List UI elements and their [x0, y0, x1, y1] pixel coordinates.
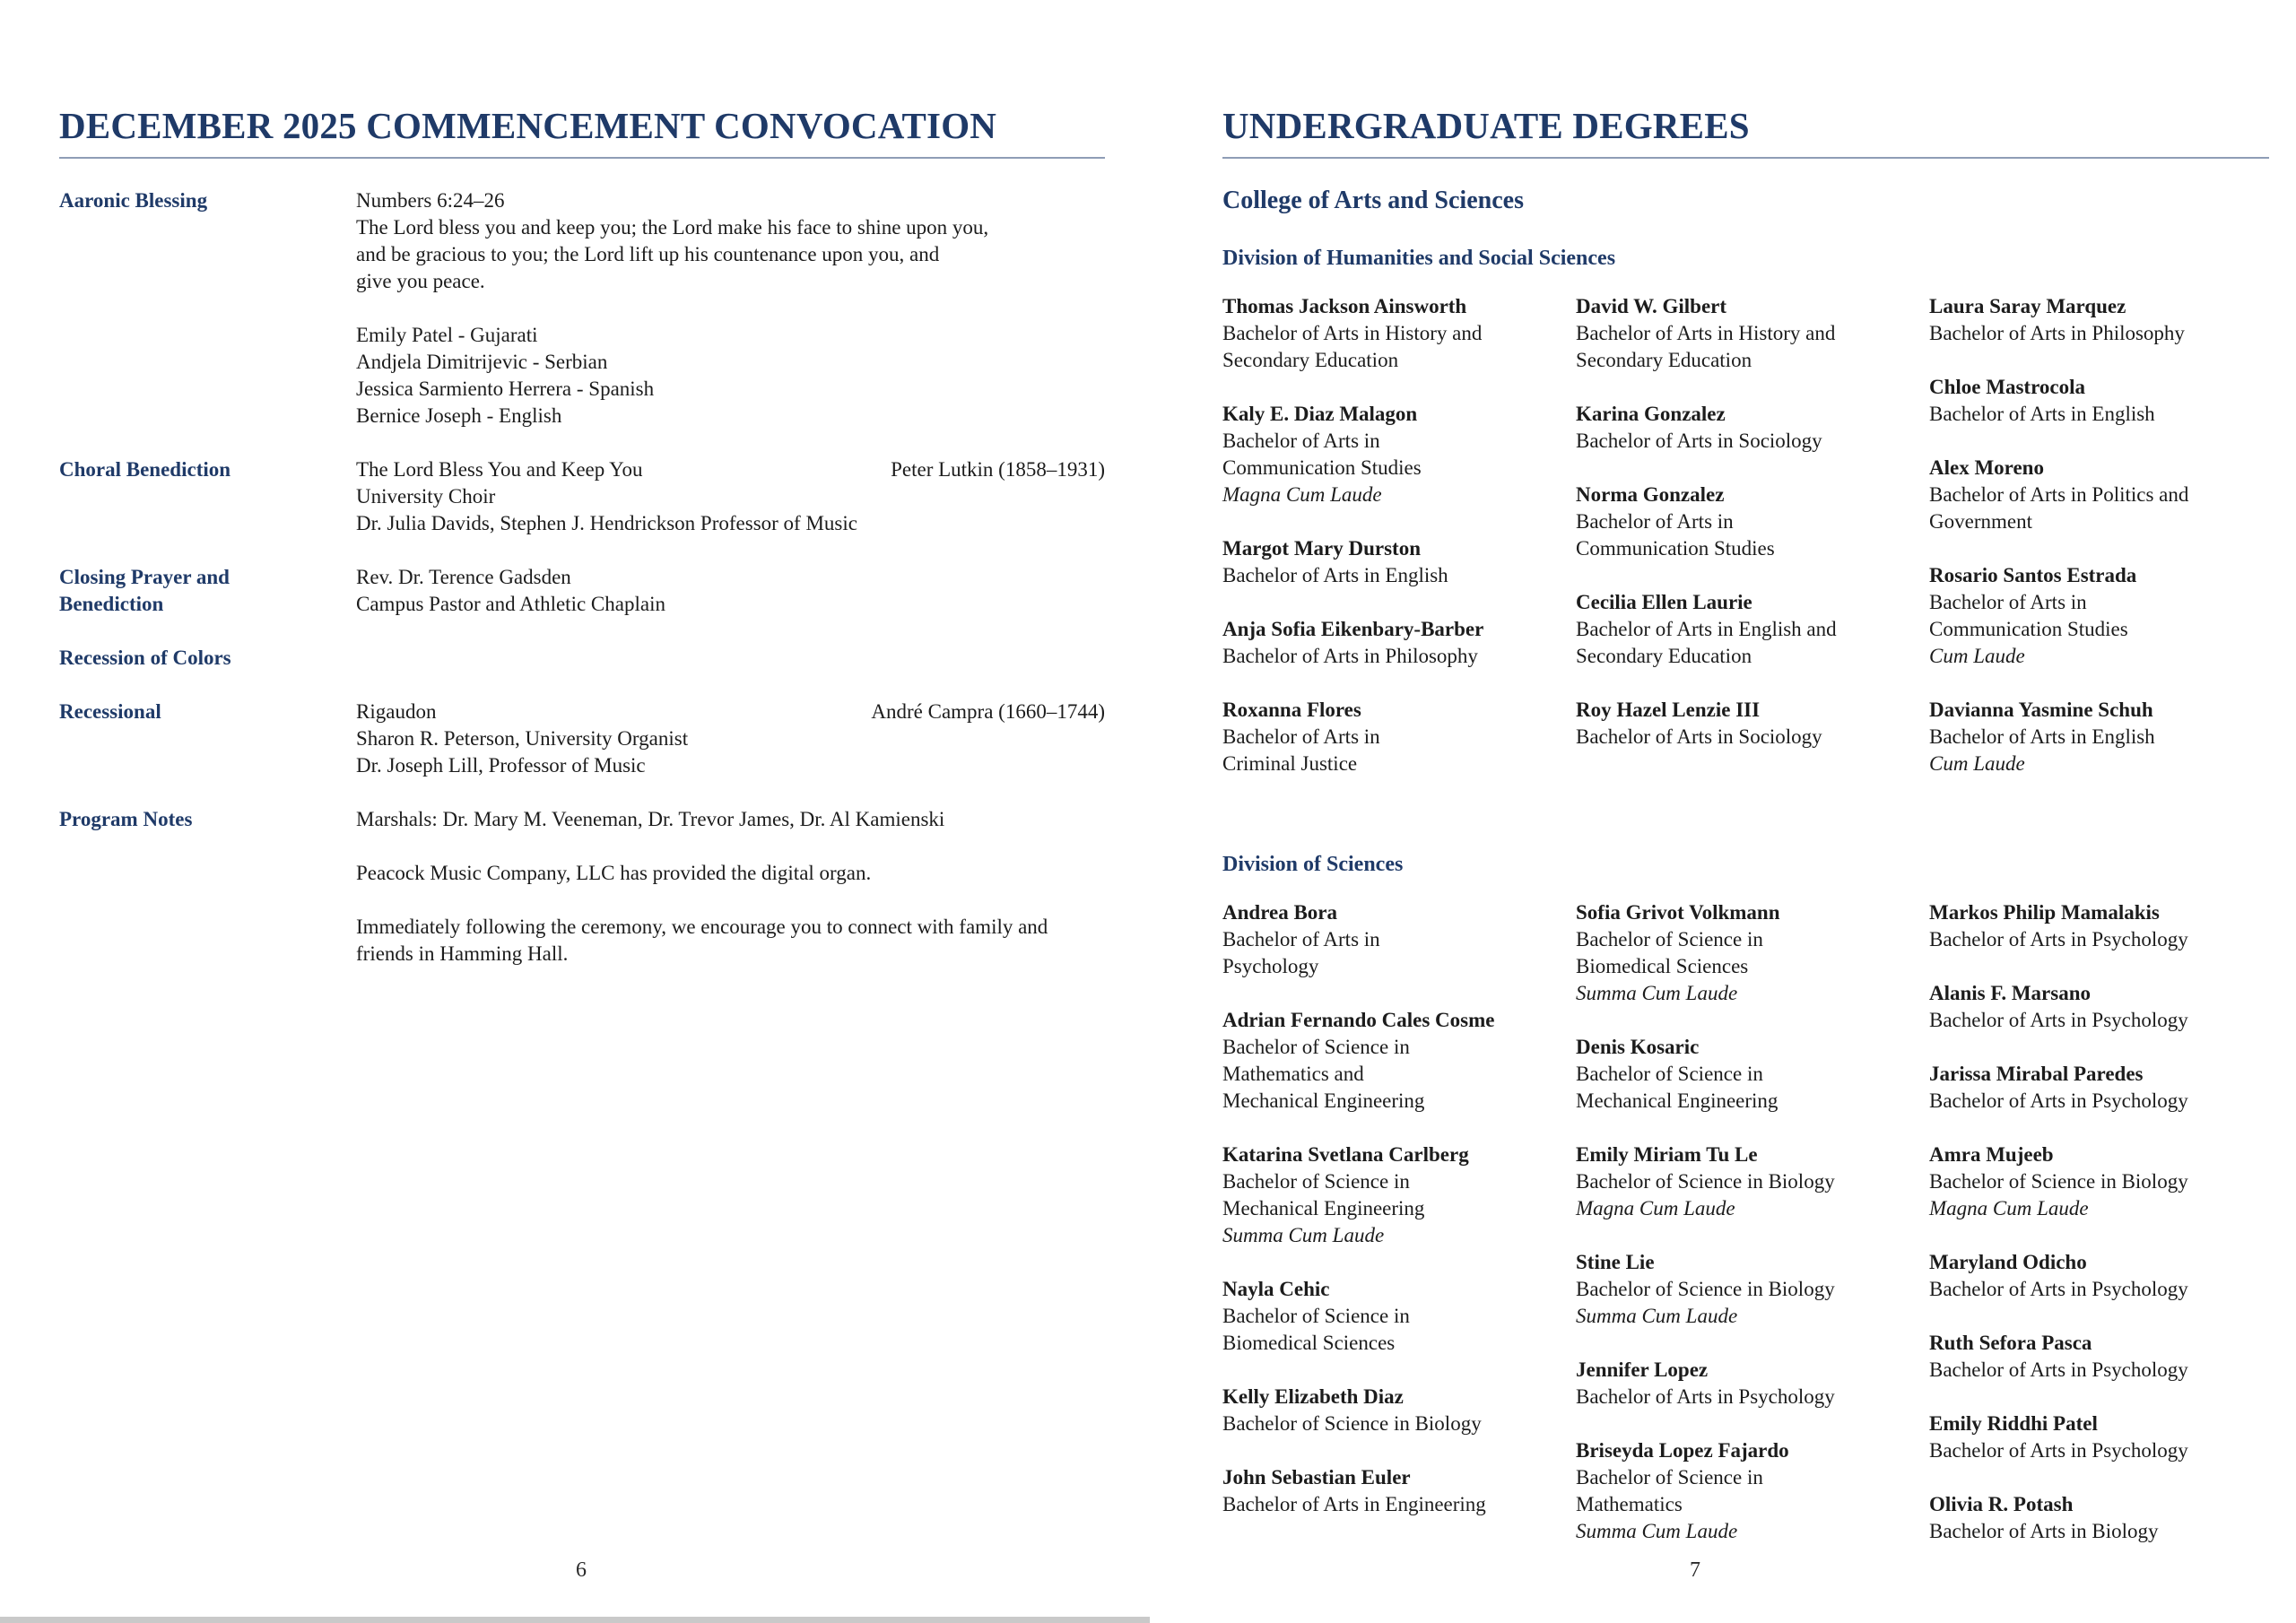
content-text: and be gracious to you; the Lord lift up his countenance upon you, and — [356, 243, 940, 265]
content-text: University Choir — [356, 485, 496, 508]
graduate-degree-line: Bachelor of Science in Biology — [1576, 1170, 1835, 1193]
division — [1222, 851, 2269, 1572]
graduate-name: Briseyda Lopez Fajardo — [1576, 1439, 1789, 1462]
graduate-degree-line: Secondary Education — [1576, 645, 1752, 667]
graduate-honors: Magna Cum Laude — [1576, 1197, 1735, 1219]
section-label-line: Recessional — [59, 700, 161, 723]
graduate-degree-line: Bachelor of Arts in — [1222, 430, 1380, 452]
graduate-entry — [1576, 697, 1885, 751]
graduate-name: Stine Lie — [1576, 1251, 1655, 1273]
content-row — [356, 510, 1105, 537]
graduate-name: Kelly Elizabeth Diaz — [1222, 1385, 1404, 1408]
graduate-name: Sofia Grivot Volkmann — [1576, 901, 1780, 924]
graduate-name: Ruth Sefora Pasca — [1929, 1332, 2092, 1354]
program-sections — [59, 187, 1105, 968]
section-label — [59, 699, 356, 779]
graduate-name: Maryland Odicho — [1929, 1251, 2087, 1273]
graduate-degree-line: Criminal Justice — [1222, 752, 1358, 775]
graduate-name: Emily Miriam Tu Le — [1576, 1143, 1758, 1166]
content-text: Emily Patel - Gujarati — [356, 324, 538, 346]
graduate-name: Anja Sofia Eikenbary-Barber — [1222, 618, 1484, 640]
left-title-rule — [59, 157, 1105, 159]
graduate-name: Chloe Mastrocola — [1929, 376, 2085, 398]
page-edge-strip — [0, 1617, 1150, 1623]
graduate-entry — [1222, 697, 1532, 777]
content-text — [356, 887, 361, 914]
graduate-entry — [1222, 535, 1532, 589]
graduate-name: Laura Saray Marquez — [1929, 295, 2126, 317]
page-right — [1222, 0, 2269, 1572]
graduate-name: Norma Gonzalez — [1576, 483, 1725, 506]
content-credit: André Campra (1660–1744) — [871, 700, 1105, 723]
content-text: Marshals: Dr. Mary M. Veeneman, Dr. Trevor James, Dr. Al Kamienski — [356, 808, 945, 830]
graduate-honors: Summa Cum Laude — [1576, 1305, 1738, 1327]
graduate-name: Davianna Yasmine Schuh — [1929, 699, 2153, 721]
content-row — [356, 752, 1105, 779]
section-label — [59, 564, 356, 618]
graduate-entry — [1929, 1491, 2239, 1545]
section-content — [356, 187, 1105, 430]
graduate-name: Cecilia Ellen Laurie — [1576, 591, 1752, 613]
college-heading: College of Arts and Sciences — [1222, 187, 1524, 214]
graduate-honors: Magna Cum Laude — [1222, 483, 1382, 506]
graduate-degree-line: Bachelor of Arts in — [1222, 928, 1380, 950]
graduate-honors: Summa Cum Laude — [1576, 1520, 1738, 1542]
graduate-honors: Cum Laude — [1929, 752, 2025, 775]
content-row — [356, 268, 1105, 295]
graduate-degree-line: Bachelor of Arts in — [1222, 725, 1380, 748]
graduate-degree-line: Bachelor of Arts in — [1576, 510, 1734, 533]
graduate-degree-line: Bachelor of Arts in Psychology — [1929, 1358, 2188, 1381]
graduate-name: Roy Hazel Lenzie III — [1576, 699, 1761, 721]
graduate-entry — [1222, 1007, 1532, 1115]
graduate-degree-line: Bachelor of Arts in History and — [1222, 322, 1483, 344]
content-text: Rev. Dr. Terence Gadsden — [356, 566, 571, 588]
graduate-degree-line: Mathematics and — [1222, 1063, 1364, 1085]
graduate-degree-line: Bachelor of Arts in English — [1929, 725, 2155, 748]
content-text: The Lord bless you and keep you; the Lord make his face to shine upon you, — [356, 216, 989, 239]
graduate-name: Thomas Jackson Ainsworth — [1222, 295, 1467, 317]
graduate-entry — [1576, 1437, 1885, 1545]
graduate-degree-line: Bachelor of Science in — [1576, 1466, 1763, 1488]
program-section — [59, 187, 1105, 430]
graduate-entry — [1222, 1384, 1532, 1437]
graduate-degree-line: Bachelor of Arts in Biology — [1929, 1520, 2159, 1542]
program-section — [59, 456, 1105, 537]
graduate-entry — [1222, 1141, 1532, 1249]
graduate-degree-line: Government — [1929, 510, 2032, 533]
content-row — [356, 403, 1105, 430]
section-label-line: Benediction — [59, 593, 164, 615]
graduate-degree-line: Bachelor of Arts in Philosophy — [1222, 645, 1478, 667]
content-row — [356, 322, 1105, 349]
graduate-name: Kaly E. Diaz Malagon — [1222, 403, 1418, 425]
section-content — [356, 806, 1105, 968]
content-credit: Peter Lutkin (1858–1931) — [891, 458, 1105, 481]
section-label — [59, 187, 356, 430]
graduate-name: Nayla Cehic — [1222, 1278, 1330, 1300]
graduate-column — [1222, 293, 1532, 804]
graduate-degree-line: Bachelor of Arts in Psychology — [1576, 1385, 1835, 1408]
content-text: Dr. Julia Davids, Stephen J. Hendrickson Professor of Music — [356, 512, 857, 534]
section-label-line: Choral Benediction — [59, 458, 231, 481]
graduate-name: Denis Kosaric — [1576, 1036, 1700, 1058]
graduate-name: David W. Gilbert — [1576, 295, 1727, 317]
content-row — [356, 376, 1105, 403]
content-text: Immediately following the ceremony, we encourage you to connect with family and — [356, 916, 1048, 938]
program-section — [59, 806, 1105, 968]
graduate-name: Amra Mujeeb — [1929, 1143, 2054, 1166]
graduate-entry — [1576, 1357, 1885, 1410]
content-row — [356, 564, 1105, 591]
graduate-column — [1929, 293, 2239, 804]
program-section — [59, 645, 1105, 672]
content-row — [356, 214, 1105, 241]
content-text: Bernice Joseph - English — [356, 404, 562, 427]
graduate-honors: Summa Cum Laude — [1576, 982, 1738, 1004]
graduate-entry — [1576, 589, 1885, 670]
graduate-degree-line: Mechanical Engineering — [1222, 1089, 1425, 1112]
graduate-entry — [1929, 697, 2239, 777]
section-label-line: Program Notes — [59, 808, 193, 830]
section-content — [356, 645, 1105, 672]
graduate-degree-line: Bachelor of Science in Biology — [1576, 1278, 1835, 1300]
graduate-degree-line: Secondary Education — [1576, 349, 1752, 371]
graduate-degree-line: Bachelor of Arts in Sociology — [1576, 430, 1822, 452]
graduate-entry — [1929, 1330, 2239, 1384]
graduate-entry — [1222, 401, 1532, 508]
graduate-column — [1576, 899, 1885, 1572]
section-content — [356, 699, 1105, 779]
division — [1222, 245, 2269, 804]
graduate-degree-line: Bachelor of Science in Biology — [1929, 1170, 2188, 1193]
content-row — [356, 295, 1105, 322]
program-section — [59, 699, 1105, 779]
content-row — [356, 833, 1105, 860]
content-row — [356, 187, 1105, 214]
content-text — [356, 833, 361, 860]
division-title: Division of Humanities and Social Sciences — [1222, 247, 1616, 270]
graduate-degree-line: Bachelor of Arts in Engineering — [1222, 1493, 1486, 1515]
section-content — [356, 456, 1105, 537]
graduate-name: John Sebastian Euler — [1222, 1466, 1411, 1488]
graduate-degree-line: Psychology — [1222, 955, 1319, 977]
left-page-title: DECEMBER 2025 COMMENCEMENT CONVOCATION — [59, 105, 997, 146]
graduate-entry — [1222, 899, 1532, 980]
graduate-name: Olivia R. Potash — [1929, 1493, 2074, 1515]
graduate-name: Margot Mary Durston — [1222, 537, 1422, 560]
graduate-degree-line: Bachelor of Arts in English and — [1576, 618, 1837, 640]
content-row — [356, 860, 1105, 887]
graduate-degree-line: Bachelor of Arts in Sociology — [1576, 725, 1822, 748]
graduate-degree-line: Bachelor of Arts in Psychology — [1929, 1439, 2188, 1462]
graduate-degree-line: Communication Studies — [1576, 537, 1775, 560]
graduate-degree-line: Bachelor of Arts in Politics and — [1929, 483, 2189, 506]
graduate-column — [1222, 899, 1532, 1545]
graduate-entry — [1929, 1141, 2239, 1222]
graduate-entry — [1929, 455, 2239, 535]
content-text: The Lord Bless You and Keep You — [356, 458, 643, 481]
graduate-degree-line: Biomedical Sciences — [1222, 1332, 1396, 1354]
graduate-honors: Cum Laude — [1929, 645, 2025, 667]
content-text: Jessica Sarmiento Herrera - Spanish — [356, 378, 655, 400]
graduate-entry — [1222, 293, 1532, 374]
content-row — [356, 699, 1105, 725]
graduate-entry — [1576, 1141, 1885, 1222]
content-text: give you peace. — [356, 270, 485, 292]
section-label-line: Aaronic Blessing — [59, 189, 208, 212]
graduate-degree-line: Bachelor of Arts in Psychology — [1929, 1089, 2188, 1112]
section-label-line: Recession of Colors — [59, 647, 231, 669]
graduate-degree-line: Bachelor of Arts in Philosophy — [1929, 322, 2185, 344]
graduate-degree-line: Bachelor of Arts in Psychology — [1929, 1278, 2188, 1300]
graduate-entry — [1929, 899, 2239, 953]
graduate-entry — [1929, 1061, 2239, 1115]
content-text: Dr. Joseph Lill, Professor of Music — [356, 754, 646, 777]
graduate-name: Karina Gonzalez — [1576, 403, 1726, 425]
content-text: Andjela Dimitrijevic - Serbian — [356, 351, 608, 373]
graduate-column — [1576, 293, 1885, 777]
graduate-entry — [1576, 482, 1885, 562]
graduate-degree-line: Bachelor of Science in — [1222, 1305, 1410, 1327]
graduate-entry — [1576, 899, 1885, 1007]
graduate-degree-line: Bachelor of Arts in Psychology — [1929, 928, 2188, 950]
content-row — [356, 349, 1105, 376]
graduate-degree-line: Mechanical Engineering — [1222, 1197, 1425, 1219]
graduate-entry — [1929, 562, 2239, 670]
graduate-degree-line: Communication Studies — [1222, 456, 1422, 479]
content-row — [356, 483, 1105, 510]
content-text: Rigaudon — [356, 700, 437, 723]
graduate-entry — [1576, 1249, 1885, 1330]
content-row — [356, 725, 1105, 752]
graduate-entry — [1929, 293, 2239, 347]
graduate-degree-line: Mathematics — [1576, 1493, 1683, 1515]
page-number-left: 6 — [576, 1558, 587, 1582]
content-row — [356, 591, 1105, 618]
content-row — [356, 887, 1105, 914]
content-row — [356, 456, 1105, 483]
graduate-entry — [1576, 1034, 1885, 1115]
graduate-honors: Magna Cum Laude — [1929, 1197, 2089, 1219]
graduate-name: Andrea Bora — [1222, 901, 1337, 924]
right-page-title: UNDERGRADUATE DEGREES — [1222, 105, 1750, 146]
graduate-degree-line: Secondary Education — [1222, 349, 1399, 371]
section-label — [59, 456, 356, 537]
graduate-degree-line: Bachelor of Arts in History and — [1576, 322, 1836, 344]
graduate-degree-line: Bachelor of Science in — [1576, 1063, 1763, 1085]
graduate-entry — [1929, 1410, 2239, 1464]
content-row — [356, 941, 1105, 968]
content-text — [356, 295, 361, 322]
page-left — [59, 0, 1105, 994]
graduate-name: Alex Moreno — [1929, 456, 2044, 479]
section-content — [356, 564, 1105, 618]
graduate-name: Jennifer Lopez — [1576, 1358, 1709, 1381]
graduate-name: Rosario Santos Estrada — [1929, 564, 2137, 586]
section-label-line: Closing Prayer and — [59, 566, 230, 588]
graduate-degree-line: Bachelor of Science in — [1576, 928, 1763, 950]
graduate-entry — [1222, 1464, 1532, 1518]
graduate-name: Emily Riddhi Patel — [1929, 1412, 2098, 1435]
degree-divisions — [1222, 245, 2269, 1572]
graduate-column — [1929, 899, 2239, 1572]
division-title: Division of Sciences — [1222, 853, 1404, 876]
graduate-entry — [1222, 1276, 1532, 1357]
graduate-degree-line: Biomedical Sciences — [1576, 955, 1749, 977]
program-section — [59, 564, 1105, 618]
graduate-name: Jarissa Mirabal Paredes — [1929, 1063, 2144, 1085]
graduate-name: Adrian Fernando Cales Cosme — [1222, 1009, 1495, 1031]
graduate-entry — [1222, 616, 1532, 670]
graduate-degree-line: Bachelor of Science in — [1222, 1036, 1410, 1058]
graduate-name: Katarina Svetlana Carlberg — [1222, 1143, 1469, 1166]
content-row — [356, 241, 1105, 268]
graduate-columns — [1222, 293, 2269, 804]
section-label — [59, 806, 356, 968]
graduate-entry — [1929, 1249, 2239, 1303]
graduate-degree-line: Bachelor of Arts in English — [1222, 564, 1448, 586]
graduate-honors: Summa Cum Laude — [1222, 1224, 1385, 1246]
graduate-degree-line: Bachelor of Science in — [1222, 1170, 1410, 1193]
graduate-degree-line: Mechanical Engineering — [1576, 1089, 1779, 1112]
graduate-columns — [1222, 899, 2269, 1572]
content-row — [356, 914, 1105, 941]
graduate-degree-line: Bachelor of Science in Biology — [1222, 1412, 1482, 1435]
content-text: Peacock Music Company, LLC has provided the digital organ. — [356, 862, 872, 884]
graduate-name: Roxanna Flores — [1222, 699, 1361, 721]
page-number-right: 7 — [1690, 1558, 1700, 1582]
content-text: Campus Pastor and Athletic Chaplain — [356, 593, 665, 615]
content-text: Sharon R. Peterson, University Organist — [356, 727, 689, 750]
content-text: friends in Hamming Hall. — [356, 942, 569, 965]
graduate-degree-line: Bachelor of Arts in Psychology — [1929, 1009, 2188, 1031]
content-text: Numbers 6:24–26 — [356, 189, 505, 212]
graduate-degree-line: Bachelor of Arts in English — [1929, 403, 2155, 425]
graduate-name: Alanis F. Marsano — [1929, 982, 2091, 1004]
graduate-entry — [1576, 401, 1885, 455]
section-label — [59, 645, 356, 672]
graduate-entry — [1576, 293, 1885, 374]
graduate-entry — [1929, 374, 2239, 428]
graduate-degree-line: Bachelor of Arts in — [1929, 591, 2087, 613]
graduate-entry — [1929, 980, 2239, 1034]
graduate-name: Markos Philip Mamalakis — [1929, 901, 2160, 924]
graduate-degree-line: Communication Studies — [1929, 618, 2128, 640]
right-title-rule — [1222, 157, 2269, 159]
content-row — [356, 806, 1105, 833]
